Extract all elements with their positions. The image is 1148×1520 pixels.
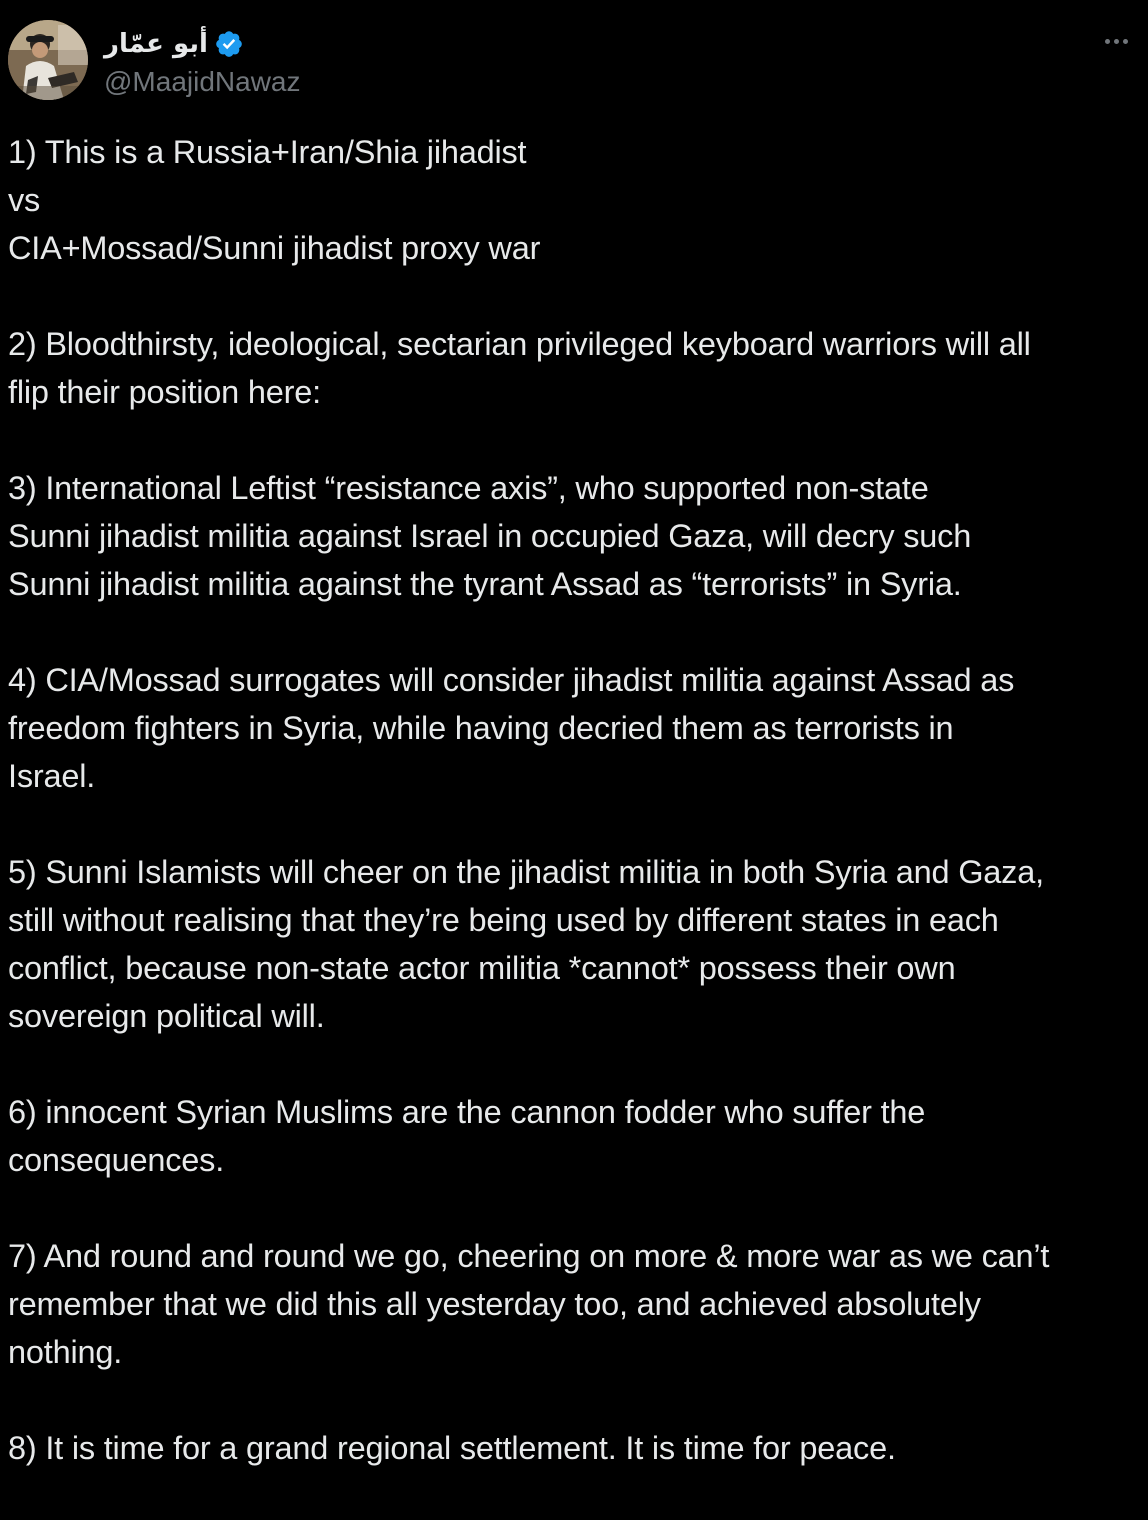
avatar[interactable] xyxy=(8,20,88,100)
more-dot-icon xyxy=(1105,39,1110,44)
tweet-paragraph-8: 8) It is time for a grand regional settlement. It is time for peace. xyxy=(8,1430,896,1466)
more-dot-icon xyxy=(1123,39,1128,44)
tweet-paragraph-7: 7) And round and round we go, cheering on more & more war as we can’t remember that we did this all yesterday too, and achieved absolutely nothing. xyxy=(8,1238,1050,1370)
tweet-paragraph-3: 3) International Leftist “resistance axis”, who supported non-state Sunni jihadist militia against Israel in occupied Gaza, will decry such Sunni jihadist militia against the tyrant Assad as “terrorists” in Syria. xyxy=(8,470,972,602)
tweet-paragraph-6: 6) innocent Syrian Muslims are the cannon fodder who suffer the consequences. xyxy=(8,1094,926,1178)
author-handle[interactable]: @MaajidNawaz xyxy=(104,66,301,97)
tweet-paragraph-4: 4) CIA/Mossad surrogates will consider jihadist militia against Assad as freedom fighters in Syria, while having decried them as terrorists in Israel. xyxy=(8,662,1015,794)
more-options-button[interactable] xyxy=(1096,26,1136,56)
verified-badge-icon xyxy=(214,29,244,59)
profile-photo xyxy=(8,20,88,100)
tweet-header xyxy=(8,20,1140,102)
tweet-paragraph-2: 2) Bloodthirsty, ideological, sectarian privileged keyboard warriors will all flip their position here: xyxy=(8,326,1031,410)
more-dot-icon xyxy=(1114,39,1119,44)
tweet-paragraph-1: 1) This is a Russia+Iran/Shia jihadist vs CIA+Mossad/Sunni jihadist proxy war xyxy=(8,134,541,266)
author-display-name[interactable]: أبو عمّار xyxy=(104,29,208,59)
tweet-paragraph-5: 5) Sunni Islamists will cheer on the jihadist militia in both Syria and Gaza, still without realising that they’re being used by different states in each conflict, because non-state actor militia *cannot* possess their own sovereign political will. xyxy=(8,854,1044,1034)
author-name-row xyxy=(104,24,244,64)
tweet-text xyxy=(8,128,1144,1520)
